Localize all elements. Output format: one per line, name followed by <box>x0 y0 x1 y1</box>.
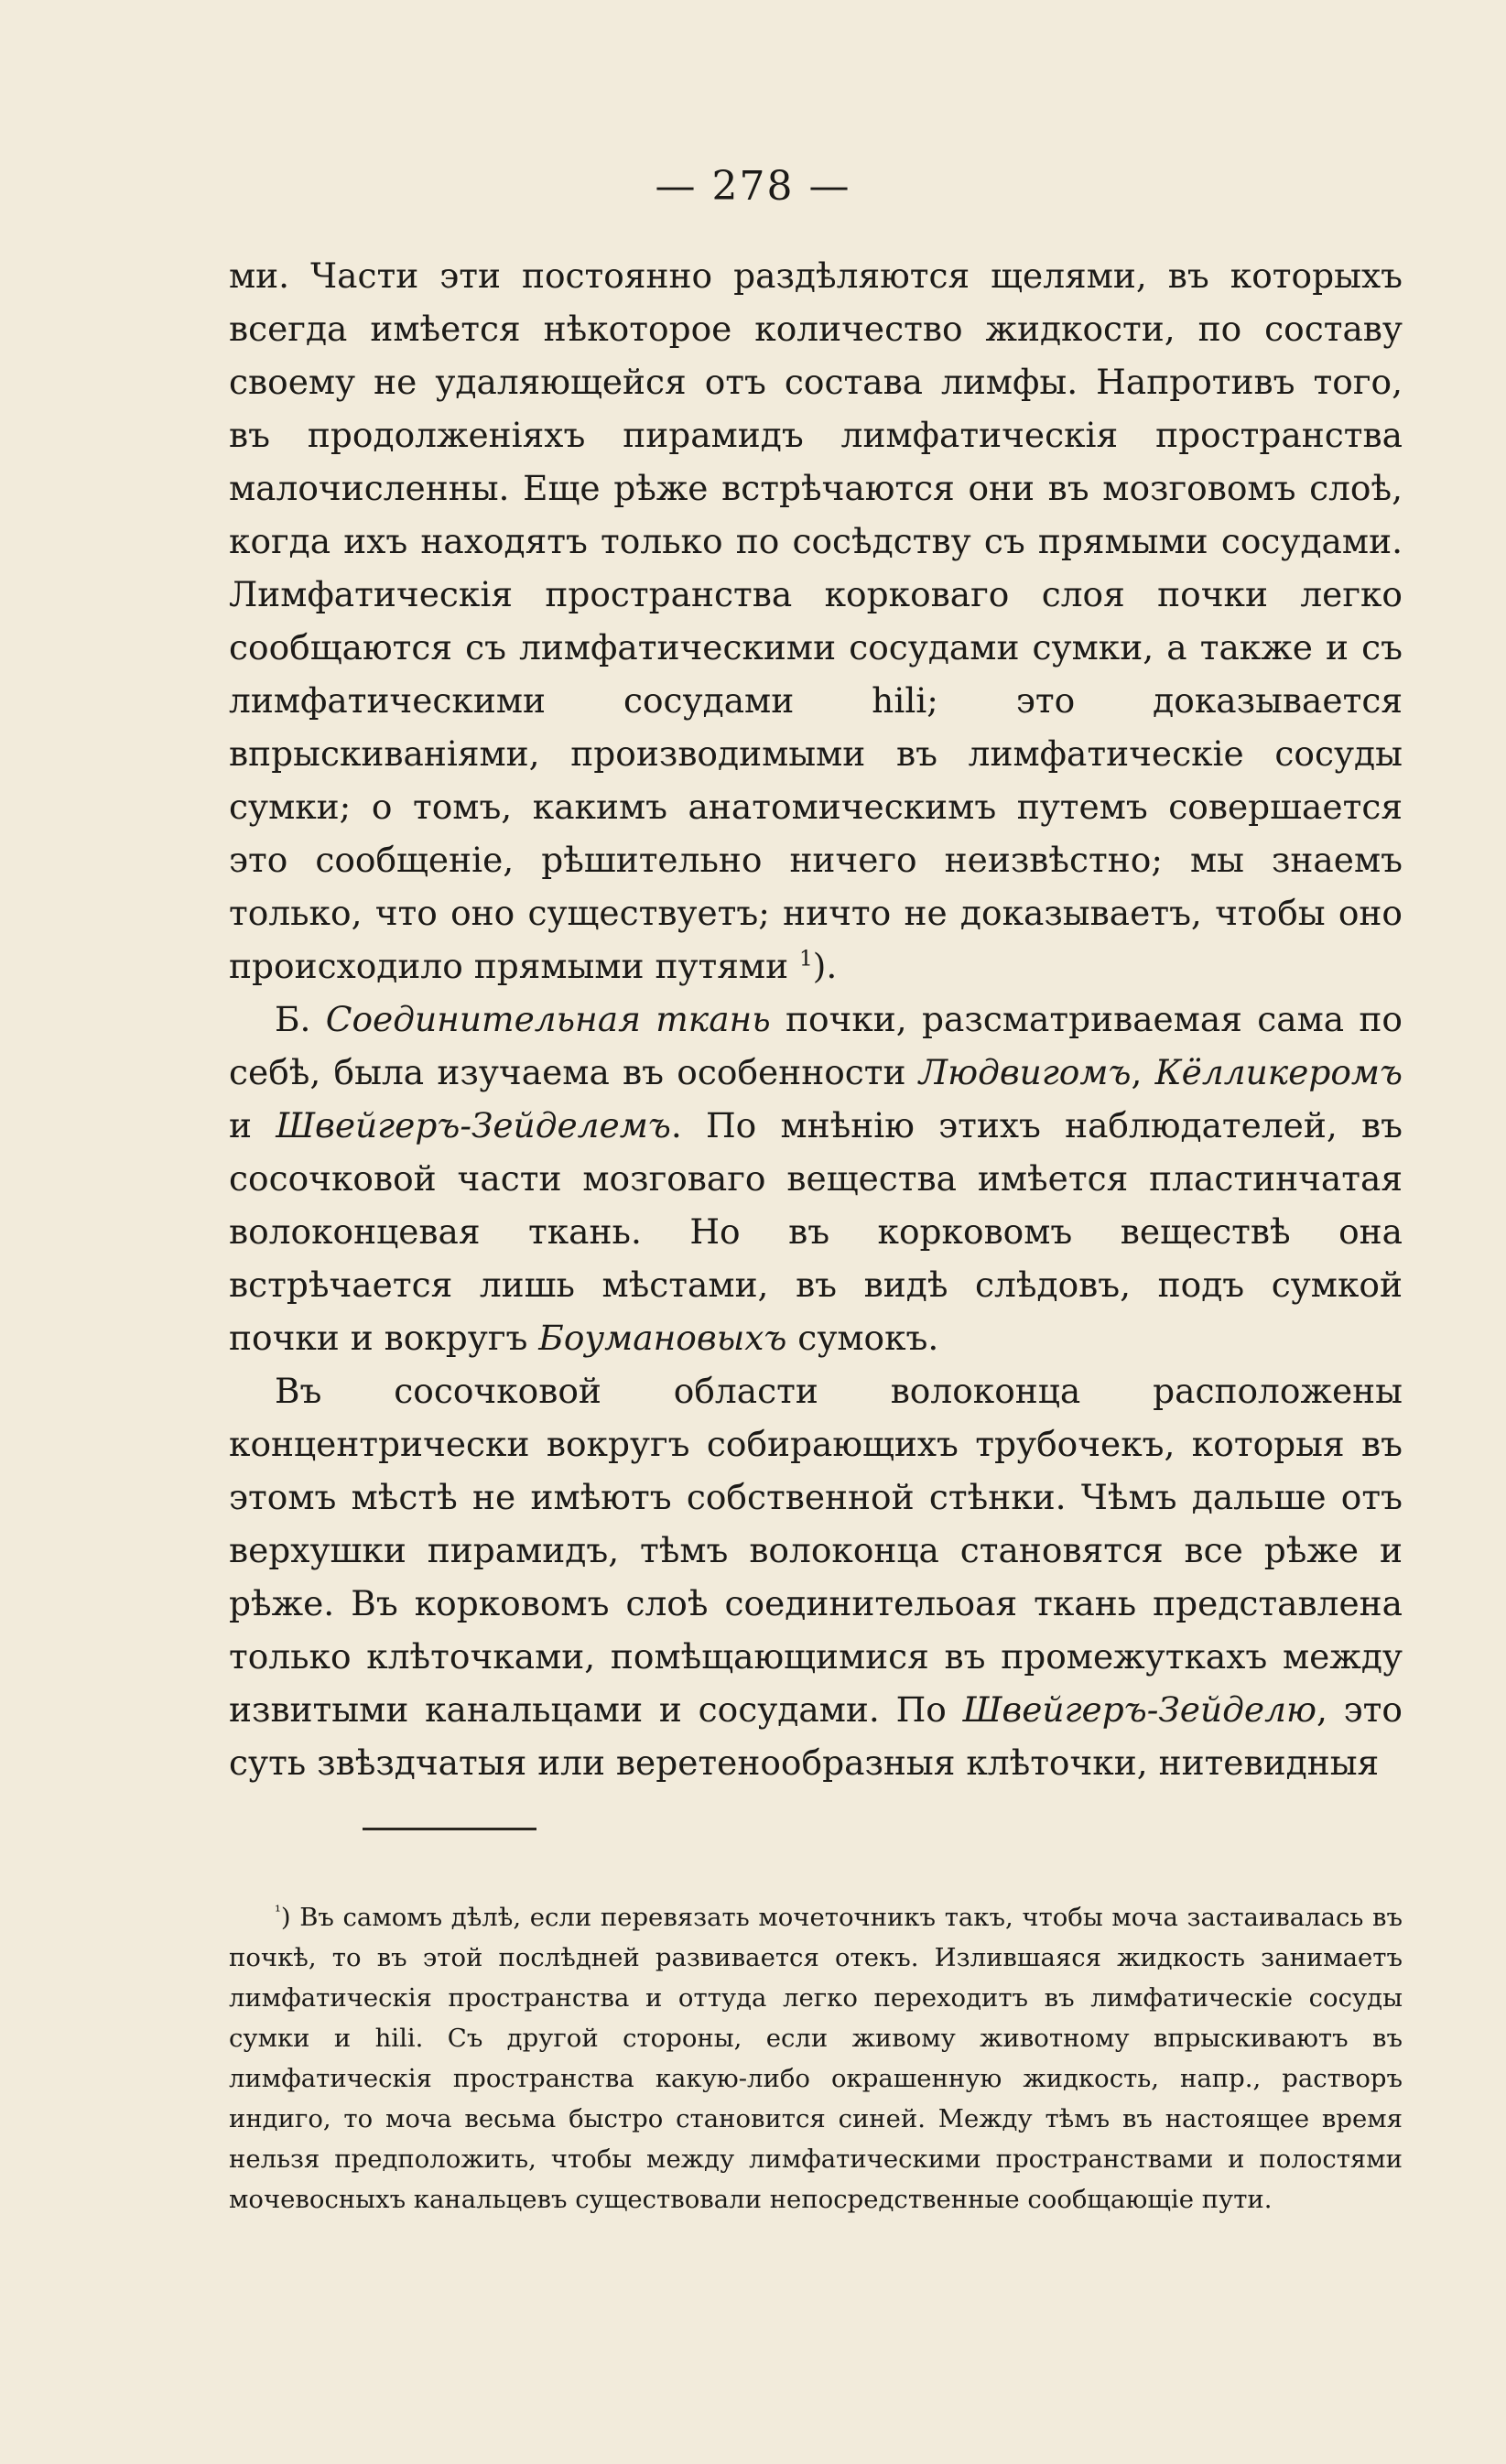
author-name: Людвигомъ <box>918 1052 1132 1092</box>
text-segment: Въ сосочковой области волоконца расположены концентрически вокругъ собирающихъ трубочекъ, которыя въ этомъ мѣстѣ не имѣютъ собственной стѣнки. Чѣмъ дальше отъ верхушки пирамидъ, тѣмъ волоконца становятся все рѣже и рѣже. Въ корковомъ слоѣ соединительоая ткань представлена только клѣточками, помѣщающимися въ промежуткахъ между извитыми канальцами и сосудами. По <box>229 1371 1403 1730</box>
italic-term: Боумановыхъ <box>538 1318 787 1358</box>
text-segment: . По мнѣнію этихъ наблюдателей, въ сосочковой части мозговаго вещества имѣется пластинчатая волоконцевая ткань. Но въ корковомъ веществѣ она встрѣчается лишь мѣстами, въ видѣ слѣдовъ, подъ сумкой почки и вокругъ <box>229 1105 1403 1358</box>
text-segment: ). <box>812 946 838 986</box>
text-segment: и <box>229 1105 276 1145</box>
text-segment: сумокъ. <box>786 1318 939 1358</box>
paragraph-1 <box>229 249 1403 993</box>
footnote-reference: 1 <box>799 946 813 971</box>
italic-term: Соединительная ткань <box>325 999 771 1039</box>
main-text <box>229 249 1403 1789</box>
text-segment: ми. Части эти постоянно раздѣляются щелями, въ которыхъ всегда имѣется нѣкоторое количество жидкости, по составу своему не удаляющейся отъ состава лимфы. Напротивъ того, въ продолженіяхъ пирамидъ лимфатическія пространства малочисленны. Еще рѣже встрѣчаются они въ мозговомъ слоѣ, когда ихъ находятъ только по сосѣдству съ прямыми сосудами. Лимфатическія пространства корковаго слоя почки легко сообщаются съ лимфатическими сосудами сумки, а также и съ лимфатическими сосудами hili; это доказывается впрыскиваніями, производимыми въ лимфатическіе сосуды сумки; о томъ, какимъ анатомическимъ путемъ совершается это сообщеніе, рѣшительно ничего неизвѣстно; мы знаемъ только, что оно существуетъ; ничто не доказываетъ, чтобы оно происходило прямыми путями <box>229 255 1403 986</box>
text-segment: Б. <box>275 999 326 1039</box>
author-name: Кёлликеромъ <box>1154 1052 1403 1092</box>
text-segment: , это суть звѣздчатыя или веретенообразныя клѣточки, нитевидныя <box>229 1689 1403 1783</box>
author-name: Швейгеръ-Зейделемъ <box>276 1105 671 1145</box>
paragraph-3 <box>229 1364 1403 1789</box>
paragraph-2 <box>229 993 1403 1364</box>
text-segment: почки, разсматриваемая сама по себѣ, была изучаема въ особенности <box>229 999 1403 1092</box>
footnote-divider <box>363 1828 536 1830</box>
footnote-text: ) Въ самомъ дѣлѣ, если перевязать мочеточникъ такъ, чтобы моча застаивалась въ почкѣ, то въ этой послѣдней развивается отекъ. Излившаяся жидкость занимаетъ лимфатическія пространства и оттуда легко переходитъ въ лимфатическіе сосуды сумки и hili. Съ другой стороны, если живому животному впрыскиваютъ въ лимфатическія пространства какую-либо окрашенную жидкость, напр., растворъ индиго, то моча весьма быстро становится синей. Между тѣмъ въ настоящее время нельзя предположить, чтобы между лимфатическими пространствами и полостями мочевосныхъ канальцевъ существовали непосредственные сообщающіе пути. <box>229 1903 1403 2214</box>
page-number: — 278 — <box>655 163 851 210</box>
footnote-marker: ¹ <box>275 1902 281 1921</box>
footnote <box>229 1897 1403 2220</box>
text-segment: , <box>1131 1052 1155 1092</box>
author-name: Швейгеръ-Зейделю <box>962 1689 1316 1730</box>
